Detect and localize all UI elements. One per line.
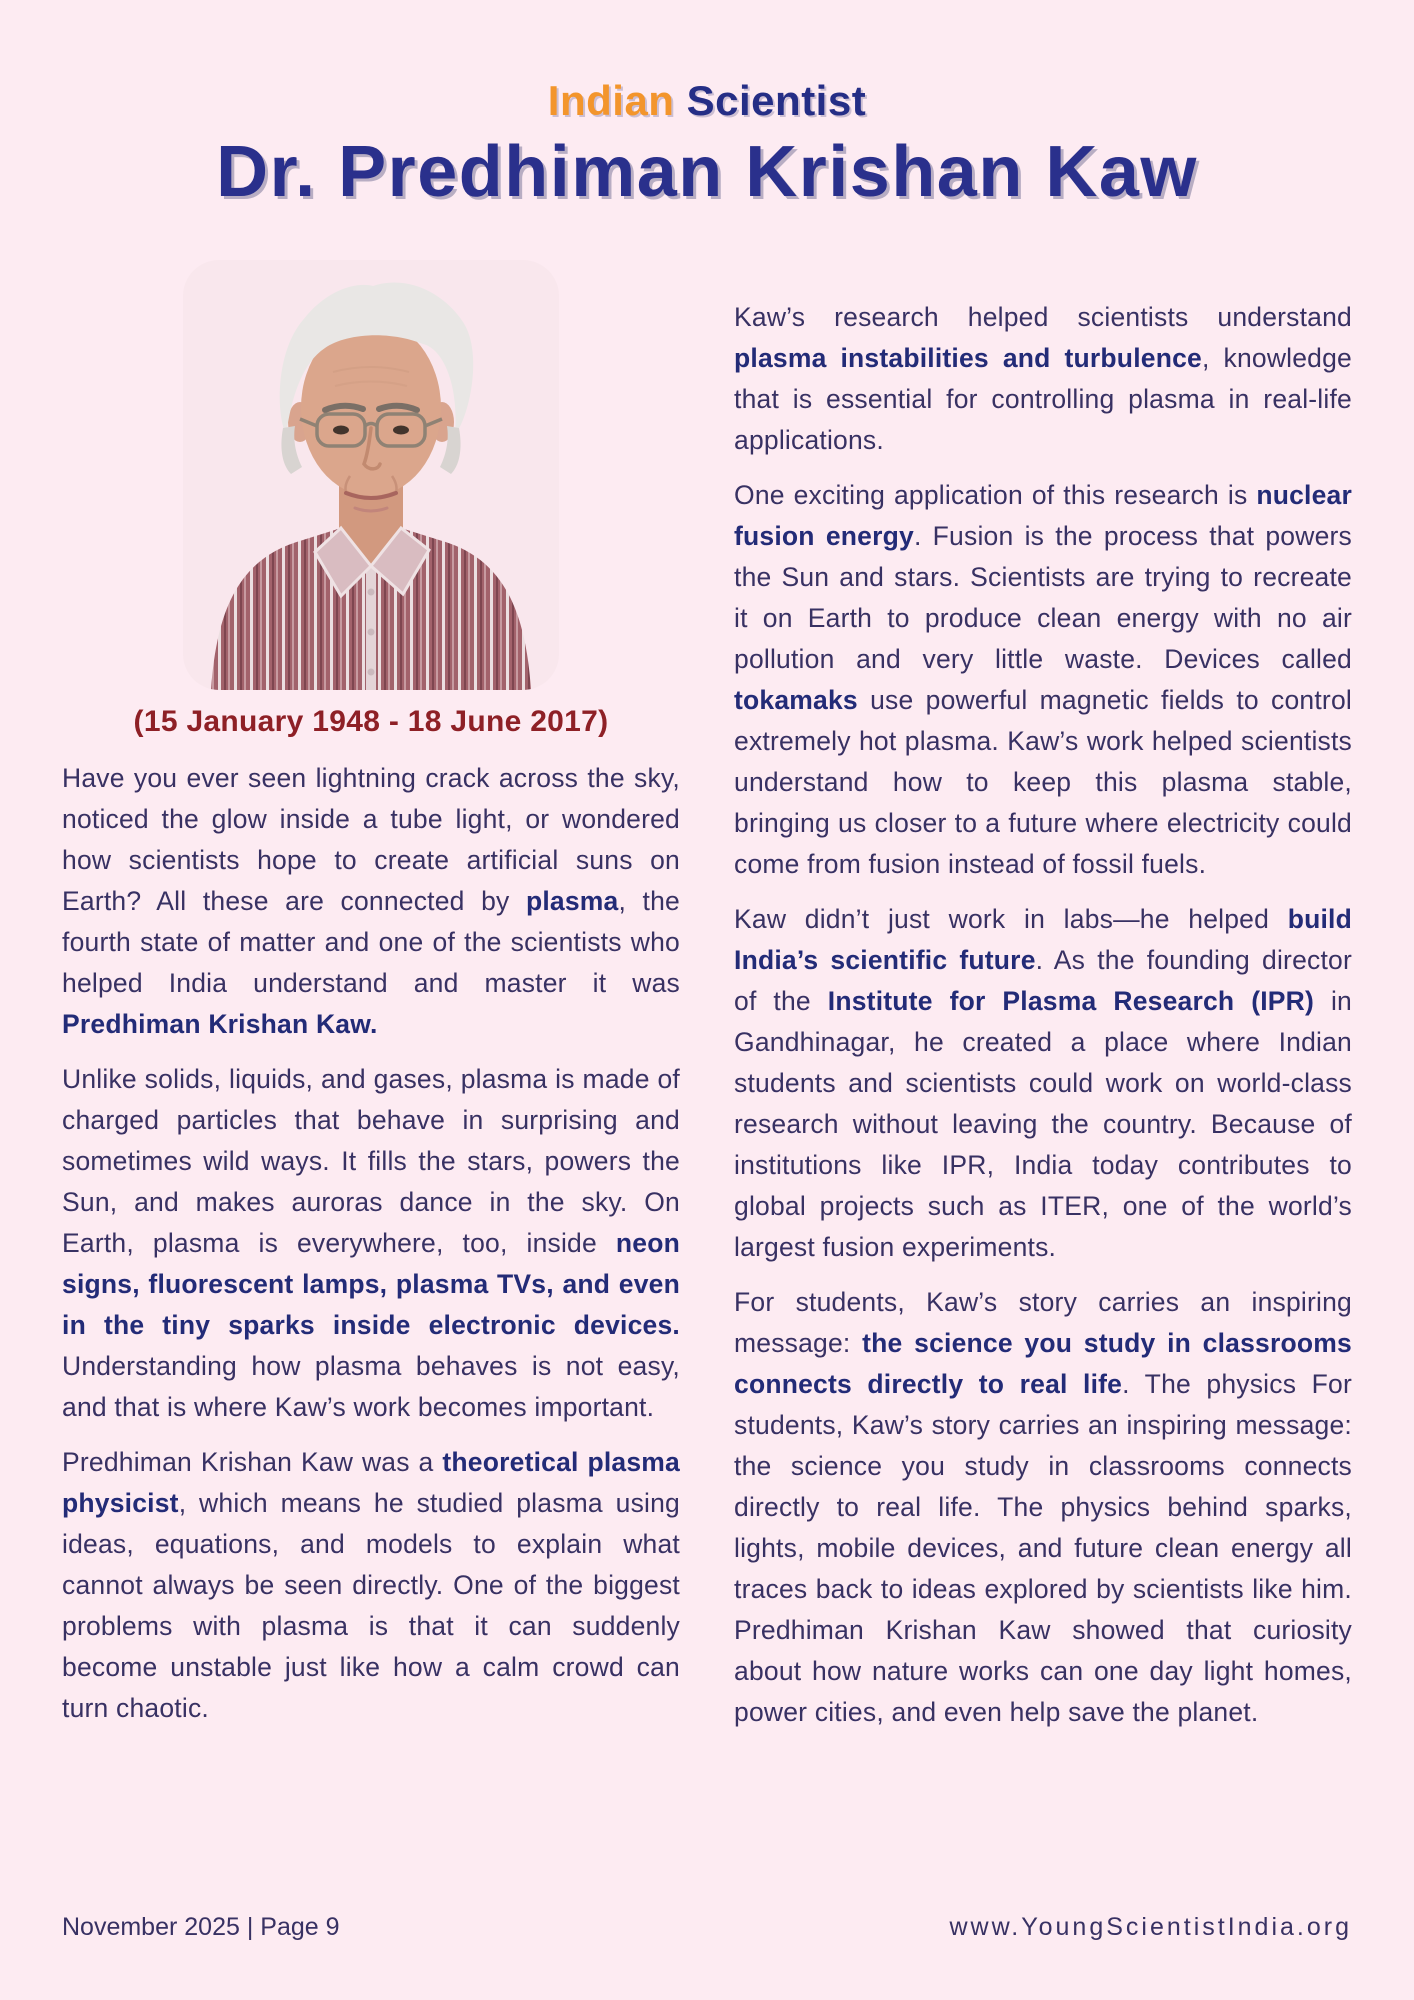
series-label <box>0 0 1414 124</box>
portrait-illustration <box>183 260 559 690</box>
footer-website: www.YoungScientistIndia.org <box>949 1913 1352 1941</box>
page-title: Dr. Predhiman Krishan Kaw <box>216 132 1198 212</box>
right-column <box>734 257 1352 1733</box>
paragraph: One exciting application of this research is nuclear fusion energy. Fusion is the process that powers the Sun and stars. Scientists are trying to recreate it on Earth to produce clean energy with no air pollution and very little waste. Devices called tokamaks use powerful magnetic fields to control extremely hot plasma. Kaw’s work helped scientists understand how to keep this plasma stable, bringing us closer to a future where electricity could come from fusion instead of fossil fuels. <box>734 480 1352 879</box>
paragraph: Kaw didn’t just work in labs—he helped build India’s scientific future. As the founding director of the Institute for Plasma Research (IPR) in Gandhinagar, he created a place where Indian students and scientists could work on world-class research without leaving the country. Because of institutions like IPR, India today contributes to global projects such as ITER, one of the world’s largest fusion experiments. <box>734 904 1352 1262</box>
paragraph: For students, Kaw’s story carries an inspiring message: the science you study in classrooms connects directly to real life. The physics For students, Kaw’s story carries an inspiring message: the science you study in classrooms connects directly to real life. The physics behind sparks, lights, mobile devices, and future clean energy all traces back to ideas explored by scientists like him. Predhiman Krishan Kaw showed that curiosity about how nature works can one day light homes, power cities, and even help save the planet. <box>734 1287 1352 1727</box>
paragraph: Have you ever seen lightning crack across the sky, noticed the glow inside a tube light, or wondered how scientists hope to create artificial suns on Earth? All these are connected by plasma, the fourth state of matter and one of the scientists who helped India understand and master it was Predhiman Krishan Kaw. <box>62 763 680 1039</box>
left-column <box>62 257 680 1729</box>
series-label-word-indian: Indian <box>547 77 675 124</box>
footer-issue-page: November 2025 | Page 9 <box>62 1913 340 1941</box>
series-label-word-scientist: Scientist <box>686 77 867 124</box>
scientist-photo <box>183 260 559 690</box>
article-columns <box>0 257 1414 1733</box>
paragraph: Kaw’s research helped scientists understand plasma instabilities and turbulence, knowledge that is essential for controlling plasma in real-life applications. <box>734 302 1352 455</box>
photo-caption: (15 January 1948 - 18 June 2017) <box>133 705 609 738</box>
paragraph: Unlike solids, liquids, and gases, plasma is made of charged particles that behave in surprising and sometimes wild ways. It fills the stars, powers the Sun, and makes auroras dance in the sky. On Earth, plasma is everywhere, too, inside neon signs, fluorescent lamps, plasma TVs, and even in the tiny sparks inside electronic devices. Understanding how plasma behaves is not easy, and that is where Kaw’s work becomes important. <box>62 1064 680 1422</box>
left-column-paragraphs <box>62 758 680 1729</box>
paragraph: Predhiman Krishan Kaw was a theoretical plasma physicist, which means he studied plasma using ideas, equations, and models to explain what cannot always be seen directly. One of the biggest problems with plasma is that it can suddenly become unstable just like how a calm crowd can turn chaotic. <box>62 1447 680 1723</box>
right-column-paragraphs <box>734 297 1352 1733</box>
page-footer <box>62 1912 1352 1942</box>
